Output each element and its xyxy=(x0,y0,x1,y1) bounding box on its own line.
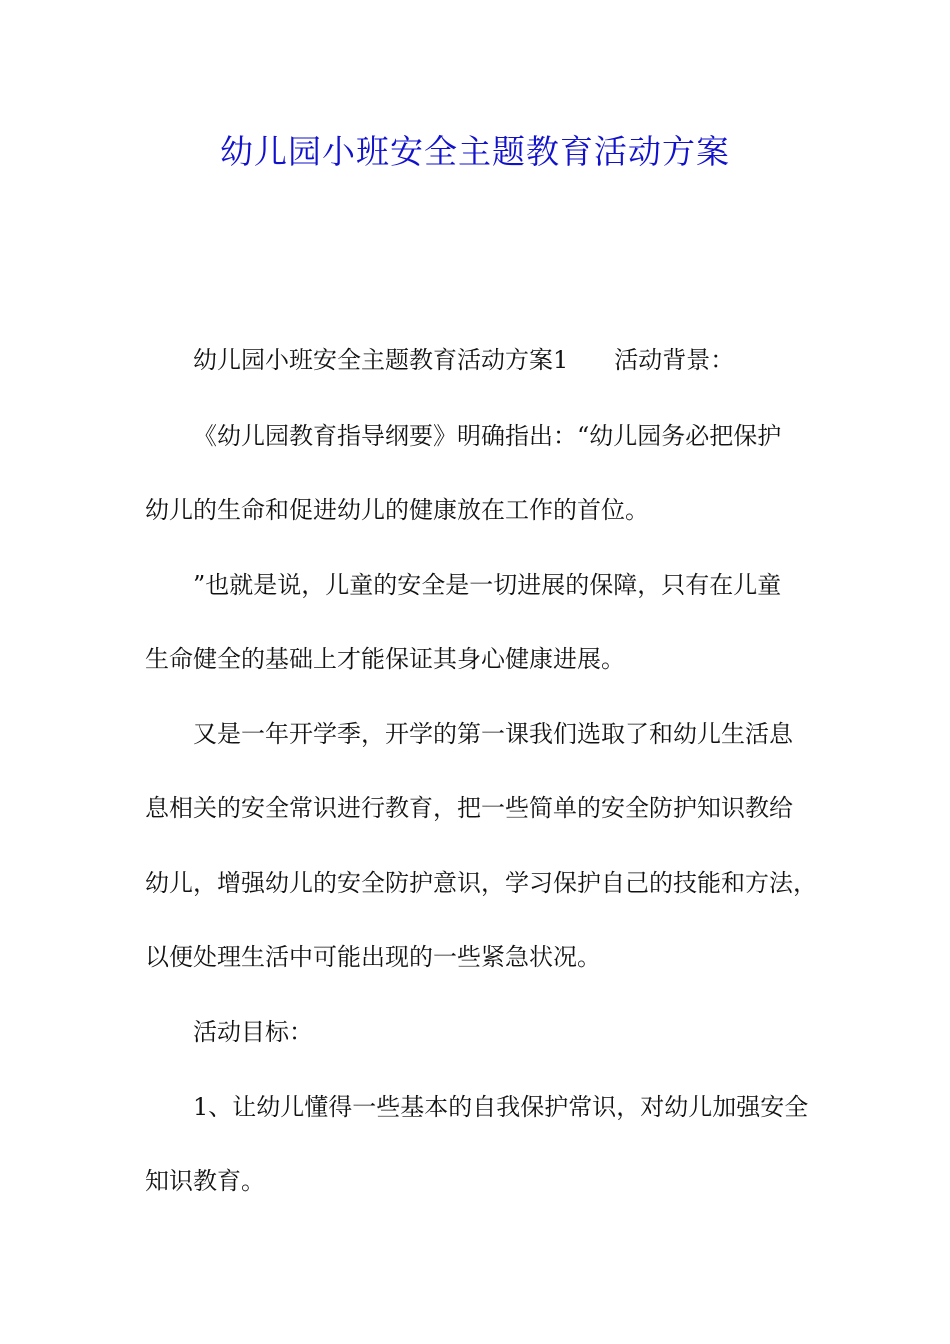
document-title: 幼儿园小班安全主题教育活动方案 xyxy=(220,132,730,171)
paragraph-line: 幼儿的生命和促进幼儿的健康放在工作的首位。 xyxy=(145,496,649,524)
activity-background-heading: 活动背景： xyxy=(614,346,735,374)
paragraph-line: 以便处理生活中可能出现的一些紧急状况。 xyxy=(145,943,601,971)
paragraph-line: 1、让幼儿懂得一些基本的自我保护常识，对幼儿加强安全 xyxy=(193,1093,809,1121)
paragraph-line: ”也就是说，儿童的安全是一切进展的保障，只有在儿童 xyxy=(193,571,782,599)
plan-number-heading: 幼儿园小班安全主题教育活动方案1 xyxy=(193,346,569,374)
paragraph-line: 知识教育。 xyxy=(145,1167,265,1195)
paragraph-line: 息相关的安全常识进行教育，把一些简单的安全防护知识教给 xyxy=(145,794,793,822)
paragraph-line: 幼儿，增强幼儿的安全防护意识，学习保护自己的技能和方法， xyxy=(145,869,817,897)
plan-heading-line xyxy=(193,342,873,378)
paragraph-line: 又是一年开学季，开学的第一课我们选取了和幼儿生活息 xyxy=(193,720,793,748)
paragraph-line: 《幼儿园教育指导纲要》明确指出：“幼儿园务必把保护 xyxy=(193,422,782,450)
activity-goals-heading: 活动目标： xyxy=(193,1018,313,1046)
paragraph-line: 生命健全的基础上才能保证其身心健康进展。 xyxy=(145,645,625,673)
